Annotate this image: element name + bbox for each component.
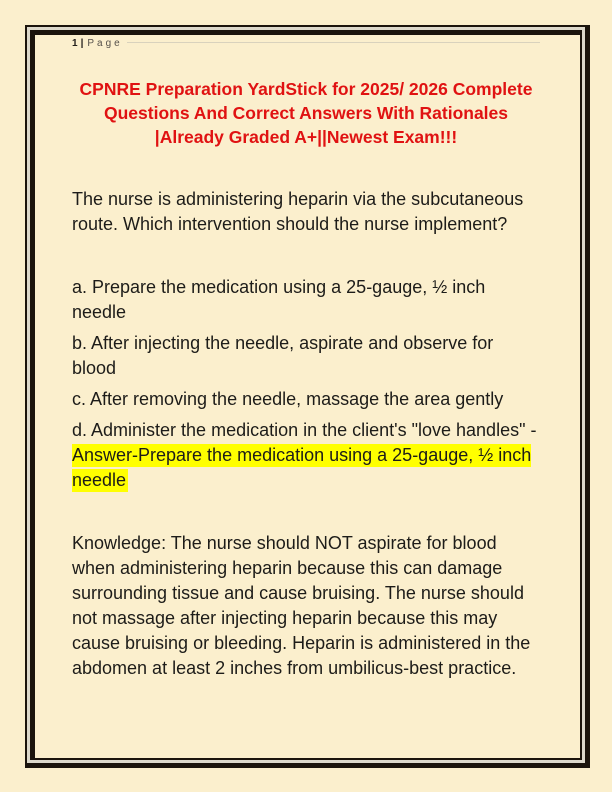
page-label: Page <box>87 38 123 49</box>
page-border-frame-inner <box>30 30 582 760</box>
page-content <box>35 35 580 758</box>
question-text: The nurse is administering heparin via the subcutaneous route. Which intervention should the nurse implement? <box>72 189 524 234</box>
option-d-text: d. Administer the medication in the client's "love handles" - <box>72 420 537 440</box>
option-a: a. Prepare the medication using a 25-gauge, ½ inch needle <box>72 277 486 322</box>
option-d <box>72 418 540 493</box>
page-border-frame <box>25 25 590 768</box>
header-rule <box>127 42 540 43</box>
option-c: c. After removing the needle, massage the area gently <box>72 389 504 409</box>
document-title: CPNRE Preparation YardStick for 2025/ 2026 Complete Questions And Correct Answers With Rationales |Already Graded A+||Newest Exam!!! <box>79 79 533 147</box>
page-header <box>72 37 540 51</box>
option-b: b. After injecting the needle, aspirate and observe for blood <box>72 333 494 378</box>
page-number: 1 <box>72 38 78 49</box>
rationale-text: Knowledge: The nurse should NOT aspirate for blood when administering heparin because this can damage surrounding tissue and cause bruising. The nurse should not massage after injecting heparin because this may cause bruising or bleeding. Heparin is administered in the abdomen at least 2 inches from umbilicus-best practice. <box>72 533 531 678</box>
page-number-separator: | <box>80 38 84 49</box>
answer-options <box>72 275 540 493</box>
answer-highlight: Answer-Prepare the medication using a 25-gauge, ½ inch needle <box>72 445 532 490</box>
